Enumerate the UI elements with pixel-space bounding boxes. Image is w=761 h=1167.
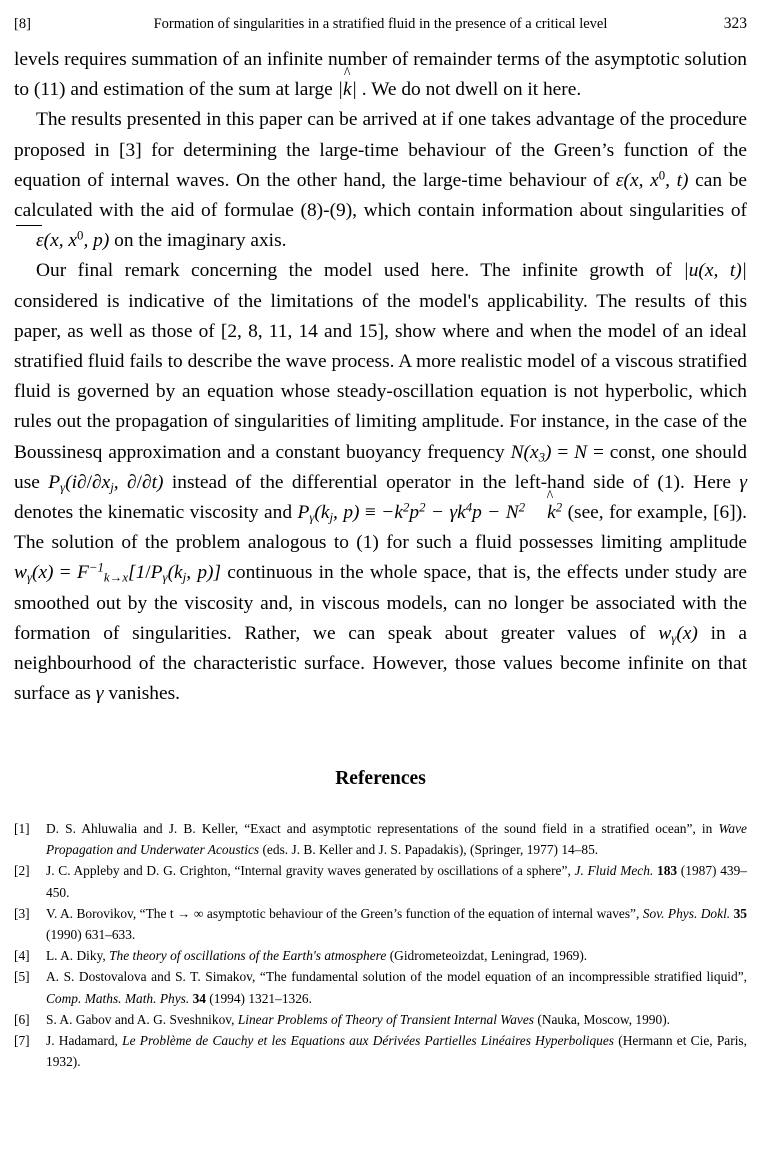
paragraph-3-text-i: vanishes. bbox=[103, 683, 180, 705]
reference-number: [1] bbox=[14, 821, 30, 836]
reference-volume: 34 bbox=[192, 990, 206, 1006]
reference-journal-italic: J. Fluid Mech. bbox=[574, 863, 654, 879]
reference-journal-italic: Sov. Phys. Dokl. bbox=[642, 905, 731, 921]
paragraph-3-text-d: instead of the differential operator in the left-hand side of (1). Here bbox=[163, 471, 740, 493]
reference-volume: 35 bbox=[733, 905, 747, 921]
running-title: Formation of singularities in a stratified fluid in the presence of a critical level bbox=[153, 16, 608, 32]
paragraph-3-text-c: , one should use bbox=[14, 441, 747, 493]
reference-item bbox=[14, 1009, 747, 1030]
math-P-gamma-operator: $P_\gamma(i\partial/\partial x_j$, ∂/∂t) bbox=[48, 471, 164, 495]
math-k-hat-abs: |k ^| bbox=[338, 79, 357, 100]
paragraph-3-text-h: in a neighbourhood of the characteristic surface. However, those values become infinite on that surface as bbox=[14, 622, 747, 705]
reference-item bbox=[14, 860, 747, 902]
reference-number: [7] bbox=[14, 1033, 30, 1049]
math-w-gamma-fourier: $w_\gamma(x) = F^{-1}_{k\to x}[1/P_\gamma(k_j$, p)] bbox=[14, 560, 222, 586]
reference-text-after: (1987) 439–450. bbox=[46, 863, 747, 900]
reference-number: [4] bbox=[14, 948, 30, 964]
reference-title-italic: The theory of oscillations of the Earth's atmosphere bbox=[109, 948, 387, 964]
math-epsilon-x-x0-t: ε(x, $x^0$, t) bbox=[615, 168, 689, 191]
paragraph-3 bbox=[14, 256, 747, 709]
header-left-marker: [8] bbox=[14, 16, 31, 32]
math-w-gamma-x: $w_\gamma(x)$ bbox=[658, 622, 698, 646]
reference-item bbox=[14, 966, 747, 1008]
reference-title-italic: Le Problème de Cauchy et les Equations aux Dérivées Partielles Linéaires Hyperboliques bbox=[122, 1033, 615, 1049]
references-heading: References bbox=[335, 768, 426, 789]
math-abs-u-x-t: |u(x, t)| bbox=[683, 260, 747, 282]
paragraph-3-text-f: (see, for example, [6]). The solution of the problem analogous to (1) for such a fluid possesses limiting amplitude bbox=[14, 502, 747, 554]
reference-item bbox=[14, 1030, 747, 1072]
reference-number: [6] bbox=[14, 1011, 30, 1027]
reference-text-after: (eds. J. B. Keller and J. S. Papadakis), (Springer, 1977) 14–85. bbox=[259, 842, 599, 858]
reference-text-before: S. A. Gabov and A. G. Sveshnikov, bbox=[46, 1011, 238, 1027]
body-text bbox=[14, 45, 747, 709]
paragraph-2-text-b: can be calculated with the aid of formulae (8)-(9), which contain information about singularities of bbox=[14, 169, 748, 222]
paragraph-2-text-c: on the imaginary axis. bbox=[109, 230, 287, 252]
reference-volume: 183 bbox=[657, 863, 678, 879]
reference-text-before: J. C. Appleby and D. G. Crighton, “Internal gravity waves generated by oscillations of a sphere”, bbox=[46, 863, 575, 879]
paragraph-1-text-b: . We do not dwell on it here. bbox=[356, 79, 582, 101]
reference-text-after: (1994) 1321–1326. bbox=[205, 990, 312, 1006]
reference-text-before: D. S. Ahluwalia and J. B. Keller, “Exact and asymptotic representations of the sound field in a stratified ocean”, in bbox=[46, 821, 719, 836]
reference-text-after: (1990) 631–633. bbox=[46, 927, 136, 943]
reference-item bbox=[14, 945, 747, 966]
reference-item bbox=[14, 903, 747, 945]
reference-text-before: L. A. Diky, bbox=[46, 948, 110, 964]
paragraph-2 bbox=[14, 105, 747, 256]
reference-journal-italic: Comp. Maths. Math. Phys. bbox=[46, 990, 190, 1006]
reference-text-before: V. A. Borovikov, “The t → ∞ asymptotic behaviour of the Green’s function of the equation of internal waves”, bbox=[46, 905, 643, 921]
reference-text-before: A. S. Dostovalova and S. T. Simakov, “The fundamental solution of the model equation of an incompressible stratified liquid”, bbox=[46, 969, 747, 985]
page-number: 323 bbox=[723, 15, 747, 32]
reference-text-before: J. Hadamard, bbox=[46, 1033, 123, 1049]
paragraph-3-text-e: denotes the kinematic viscosity and bbox=[14, 502, 298, 524]
reference-number: [2] bbox=[14, 863, 30, 879]
reference-item bbox=[14, 818, 747, 860]
paragraph-3-text-b: considered is indicative of the limitations of the model's applicability. The results of this paper, as well as those of [2, 8, 11, 14 and 15], show where and when the model of an ideal stratified fluid fails to describe the wave process. A more realistic model of a viscous stratified fluid is governed by an equation whose steady-oscillation equation is not hyperbolic, which rules out the propagation of singularities of limiting amplitude. For instance, in the case of the Boussinesq approximation and a constant buoyancy frequency bbox=[14, 290, 747, 463]
reference-number: [3] bbox=[14, 905, 30, 921]
paragraph-1-text-a: levels requires summation of an infinite number of remainder terms of the asymptotic solution to (11) and estimation of the sum at large bbox=[14, 49, 747, 101]
paragraph-2-text-a: The results presented in this paper can be arrived at if one takes advantage of the procedure proposed in [3] for determining the large-time behaviour of the Green’s function of the equation of internal waves. On the other hand, the large-time behaviour of bbox=[14, 109, 747, 191]
paragraph-3-text-a: Our final remark concerning the model used here. The infinite growth of bbox=[36, 260, 684, 282]
paragraph-3-text-g: continuous in the whole space, that is, the effects under study are smoothed out by the viscosity and, in viscous models, can no longer be associated with the formation of singularities. Rather, we can speak about greater values of bbox=[14, 562, 747, 644]
running-header bbox=[14, 14, 747, 34]
math-gamma-1: γ bbox=[739, 471, 748, 493]
reference-title-italic: Wave Propagation and Underwater Acoustics bbox=[46, 821, 747, 858]
math-N-x3-const: $N(x_3) = N$ = const bbox=[510, 441, 651, 465]
paragraph-1 bbox=[14, 45, 747, 105]
reference-text-after: (Gidrometeoizdat, Leningrad, 1969). bbox=[386, 948, 588, 964]
reference-text-after: (Hermann et Cie, Paris, 1932). bbox=[46, 1033, 747, 1070]
reference-title-italic: Linear Problems of Theory of Transient Internal Waves bbox=[237, 1011, 535, 1027]
math-gamma-2: γ bbox=[95, 683, 104, 705]
reference-text-after: (Nauka, Moscow, 1990). bbox=[534, 1011, 671, 1027]
math-epsilon-bar-x-x0-p: ε(x, $x^0$, p) bbox=[14, 230, 109, 251]
references-list bbox=[14, 818, 747, 1072]
reference-number: [5] bbox=[14, 969, 30, 985]
math-P-gamma-symbol: $P_\gamma(k_j$, $p) \equiv -k^2p^2 - \gamma k^4p - N^2$ k ^$^2$ bbox=[298, 502, 563, 523]
